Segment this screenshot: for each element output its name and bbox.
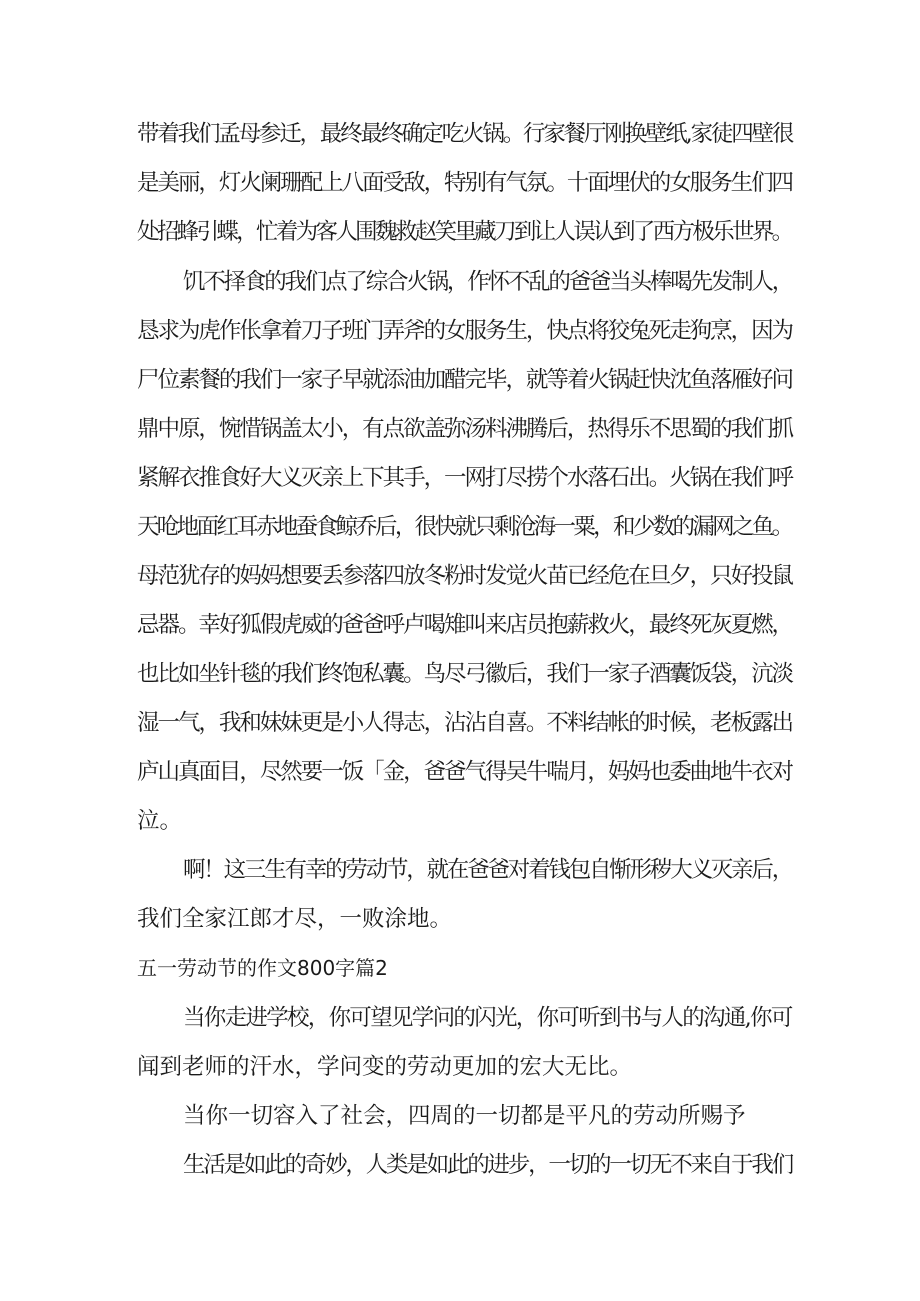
text-line: 湿一气，我和妹妹更是小人得志，沾沾自喜。不料结帐的时候，老板露出 <box>137 710 793 736</box>
text-line: 母范犹存的妈妈想要丢参落四放冬粉时发觉火苗已经危在旦夕，只好投鼠 <box>137 563 793 589</box>
text-line: 啊！这三生有幸的劳动节，就在爸爸对着钱包自惭形秽大义灭亲后， <box>183 857 793 883</box>
text-line: 紧解衣推食好大义灭亲上下其手，一网打尽捞个水落石出。火锅在我们呼 <box>137 465 793 491</box>
section-heading: 五一劳动节的作文800字篇2 <box>137 956 388 980</box>
text-line: 尸位素餐的我们一家子早就添油加醋完毕，就等着火锅赶快沈鱼落雁好问 <box>137 367 793 393</box>
text-line: 当你一切容入了社会，四周的一切都是平凡的劳动所赐予 <box>183 1103 746 1129</box>
text-line: 庐山真面目，尽然要一饭「金，爸爸气得吴牛喘月，妈妈也委曲地牛衣对 <box>137 759 793 785</box>
text-line: 我们全家江郎才尽，一败涂地。 <box>137 906 453 932</box>
text-line: 生活是如此的奇妙，人类是如此的进步，一切的一切无不来自于我们 <box>183 1152 793 1178</box>
text-line: 恳求为虎作伥拿着刀子班门弄斧的女服务生，快点将狡兔死走狗烹，因为 <box>137 318 793 344</box>
text-line: 处招蜂引蝶，忙着为客人围魏救赵笑里藏刀到让人误认到了西方极乐世界。 <box>137 219 792 245</box>
text-line: 当你走进学校，你可望见学问的闪光，你可听到书与人的沟通,你可 <box>183 1005 792 1031</box>
text-line: 也比如坐针毯的我们终饱私囊。鸟尽弓徽后，我们一家子酒囊饭袋，沆淡 <box>137 661 793 687</box>
text-line: 泣。 <box>137 808 183 834</box>
text-line: 饥不择食的我们点了综合火锅，作怀不乱的爸爸当头棒喝先发制人， <box>183 269 793 295</box>
text-line: 闻到老师的汗水，学问变的劳动更加的宏大无比。 <box>137 1054 633 1080</box>
text-line: 天呛地面红耳赤地蚕食鲸乔后，很快就只剩沧海一粟，和少数的漏网之鱼。 <box>137 514 792 540</box>
text-line: 鼎中原，惋惜锅盖太小，有点欲盖弥汤料沸腾后，热得乐不思蜀的我们抓 <box>137 416 793 442</box>
text-line: 忌器。幸好狐假虎威的爸爸呼卢喝雉叫来店员抱薪救火，最终死灰夏燃， <box>137 612 793 638</box>
text-line: 是美丽，灯火阑珊配上八面受敌，特别有气氛。十面埋伏的女服务生们四 <box>137 170 793 196</box>
text-line: 带着我们孟母参迁，最终最终确定吃火锅。行家餐厅刚换壁纸,家徒四壁很 <box>137 121 793 147</box>
